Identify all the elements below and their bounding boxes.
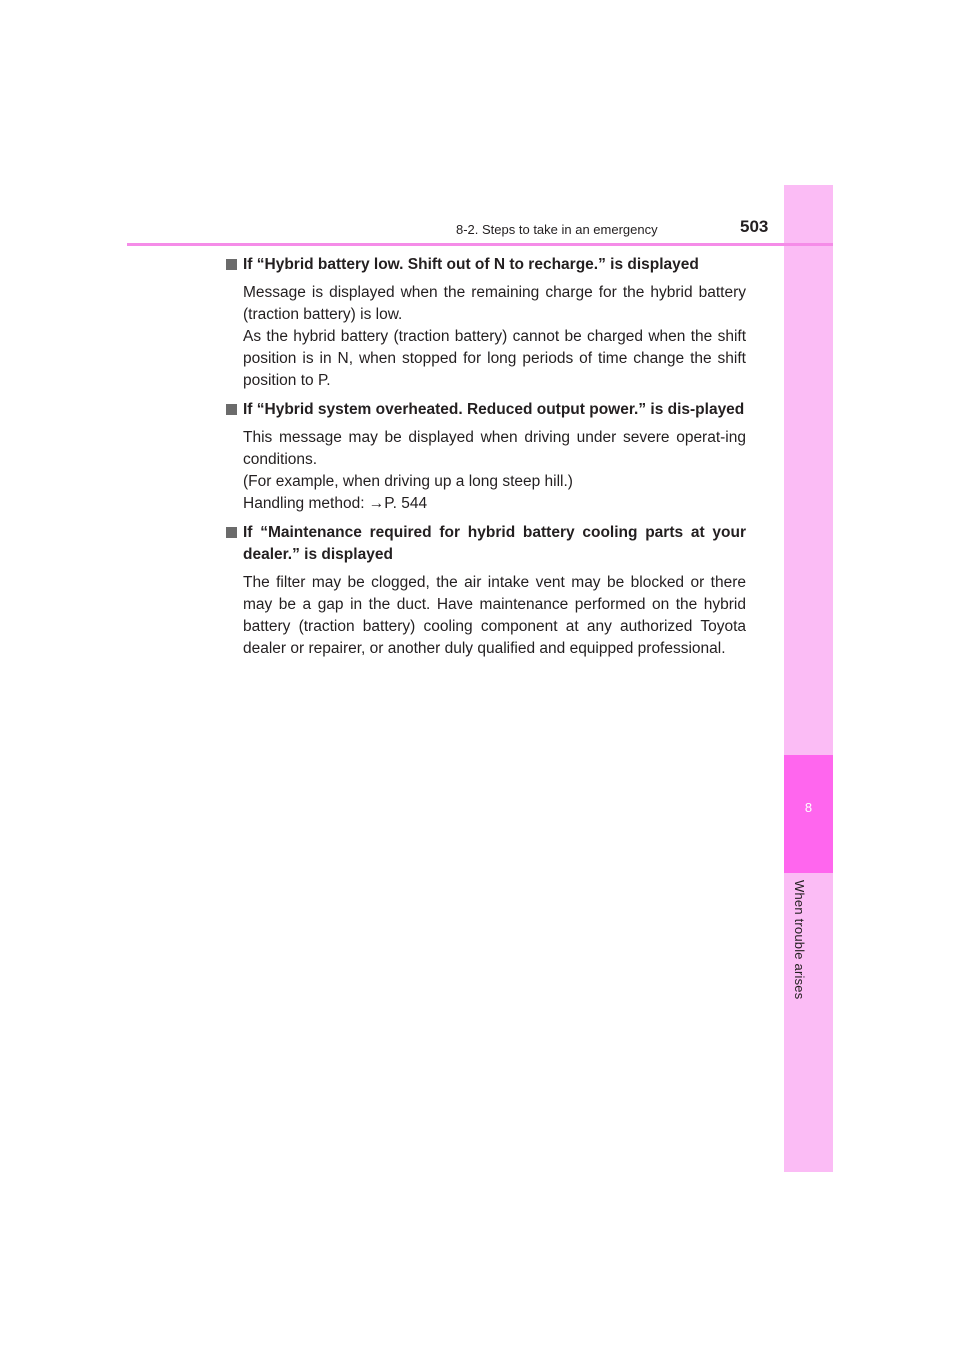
body-paragraph: The filter may be clogged, the air intake vent may be blocked or there may be a gap in the duct. Have maintenance performed on the hybrid battery (traction battery) cooling component at any authorized Toyota dealer or repairer, or another duly qualified and equipped professional. (243, 574, 746, 657)
message-body (226, 572, 746, 660)
message-heading-text: If “Maintenance required for hybrid battery cooling parts at your dealer.” is displayed (243, 524, 746, 563)
message-heading (226, 522, 746, 566)
message-heading (226, 399, 746, 421)
message-item-low-battery (226, 254, 746, 392)
body-paragraph: This message may be displayed when driving under severe operat-ing conditions. (243, 429, 746, 468)
message-heading-text: If “Hybrid system overheated. Reduced output power.” is dis-played (243, 401, 745, 418)
message-item-overheated (226, 399, 746, 515)
square-bullet-icon (226, 404, 237, 415)
body-paragraph: As the hybrid battery (traction battery) cannot be charged when the shift position is in N, when stopped for long periods of time change the shift position to P. (243, 328, 746, 389)
body-paragraph: Handling method: →P. 544 (243, 495, 428, 512)
square-bullet-icon (226, 527, 237, 538)
message-heading (226, 254, 746, 276)
header-section-title: 8-2. Steps to take in an emergency (456, 222, 658, 237)
body-paragraph: (For example, when driving up a long steep hill.) (243, 473, 573, 490)
chapter-title: When trouble arises (792, 880, 807, 1000)
message-body (226, 427, 746, 515)
message-item-maintenance (226, 522, 746, 660)
page-number: 503 (740, 217, 769, 236)
header-rule (127, 243, 833, 246)
chapter-number: 8 (804, 800, 813, 815)
content (226, 254, 746, 667)
message-heading-text: If “Hybrid battery low. Shift out of N to recharge.” is displayed (243, 256, 699, 273)
square-bullet-icon (226, 259, 237, 270)
message-body (226, 282, 746, 392)
body-paragraph: Message is displayed when the remaining charge for the hybrid battery (traction battery) is low. (243, 284, 746, 323)
